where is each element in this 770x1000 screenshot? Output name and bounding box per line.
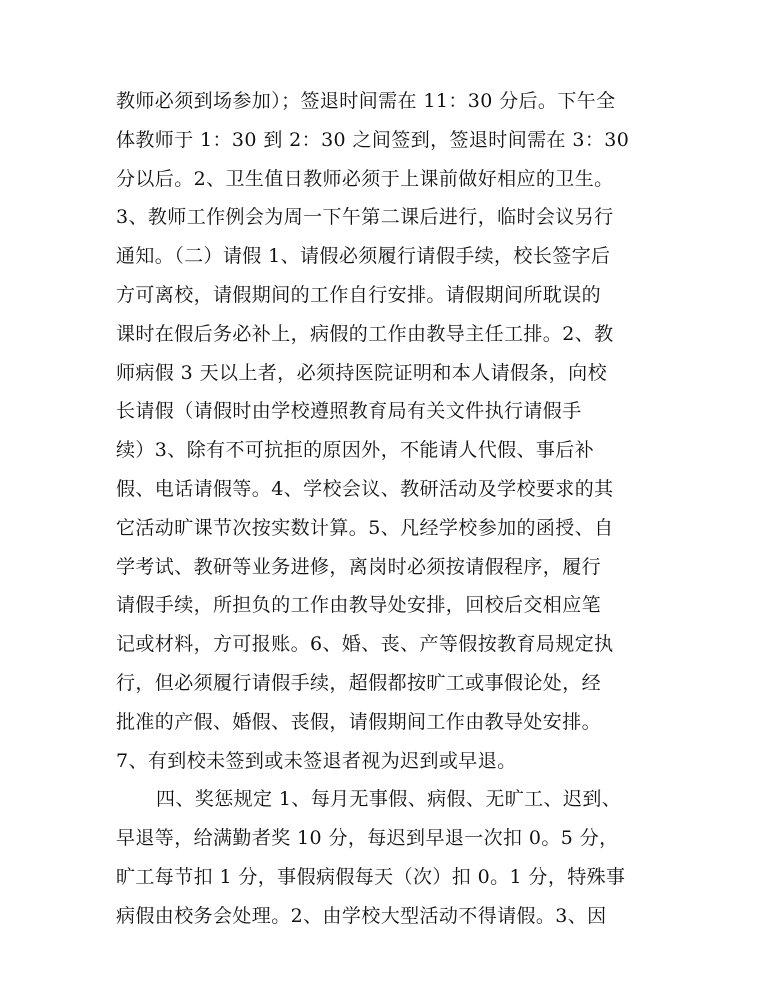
text-line: 行，但必须履行请假手续，超假都按旷工或事假论处，经 [116, 671, 602, 694]
text-line: 记或材料，方可报账。6、婚、丧、产等假按教育局规定执 [116, 633, 614, 656]
text-line: 7、有到校未签到或未签退者视为迟到或早退。 [116, 749, 517, 772]
text-line: 教师必须到场参加）；签退时间需在 11：30 分后。下午全 [116, 90, 616, 112]
text-line: 请假手续，所担负的工作由教导处安排，回校后交相应笔 [116, 594, 602, 617]
text-line: 3、教师工作例会为周一下午第二课后进行，临时会议另行 [116, 206, 614, 229]
text-line: 体教师于 1：30 到 2：30 之间签到，签退时间需在 3：30 [116, 128, 630, 151]
text-line: 旷工每节扣 1 分，事假病假每天（次）扣 0。1 分，特殊事 [116, 865, 626, 888]
text-line: 假、电话请假等。4、学校会议、教研活动及学校要求的其 [116, 477, 614, 500]
text-line: 分以后。2、卫生值日教师必须于上课前做好相应的卫生。 [116, 167, 614, 190]
text-line: 师病假 3 天以上者，必须持医院证明和本人请假条，向校 [116, 361, 607, 384]
text-line: 方可离校，请假期间的工作自行安排。请假期间所耽误的 [116, 283, 602, 306]
text-line: 续）3、除有不可抗拒的原因外，不能请人代假、事后补 [116, 439, 595, 462]
text-line: 课时在假后务必补上，病假的工作由教导主任工排。2、教 [116, 322, 614, 345]
text-line: 通知。（二）请假 1、请假必须履行请假手续，校长签字后 [116, 245, 611, 268]
text-line: 早退等，给满勤者奖 10 分，每迟到早退一次扣 0。5 分， [116, 827, 619, 850]
document-body [116, 82, 656, 936]
text-line: 病假由校务会处理。2、由学校大型活动不得请假。3、因 [116, 904, 607, 927]
text-line: 学考试、教研等业务进修，离岗时必须按请假程序，履行 [116, 555, 602, 578]
text-line: 批准的产假、婚假、丧假，请假期间工作由教导处安排。 [116, 710, 602, 733]
text-line: 它活动旷课节次按实数计算。5、凡经学校参加的函授、自 [116, 516, 614, 539]
section-heading-line: 四、奖惩规定 1、每月无事假、病假、无旷工、迟到、 [156, 788, 622, 811]
text-line: 长请假（请假时由学校遵照教育局有关文件执行请假手 [116, 400, 582, 423]
